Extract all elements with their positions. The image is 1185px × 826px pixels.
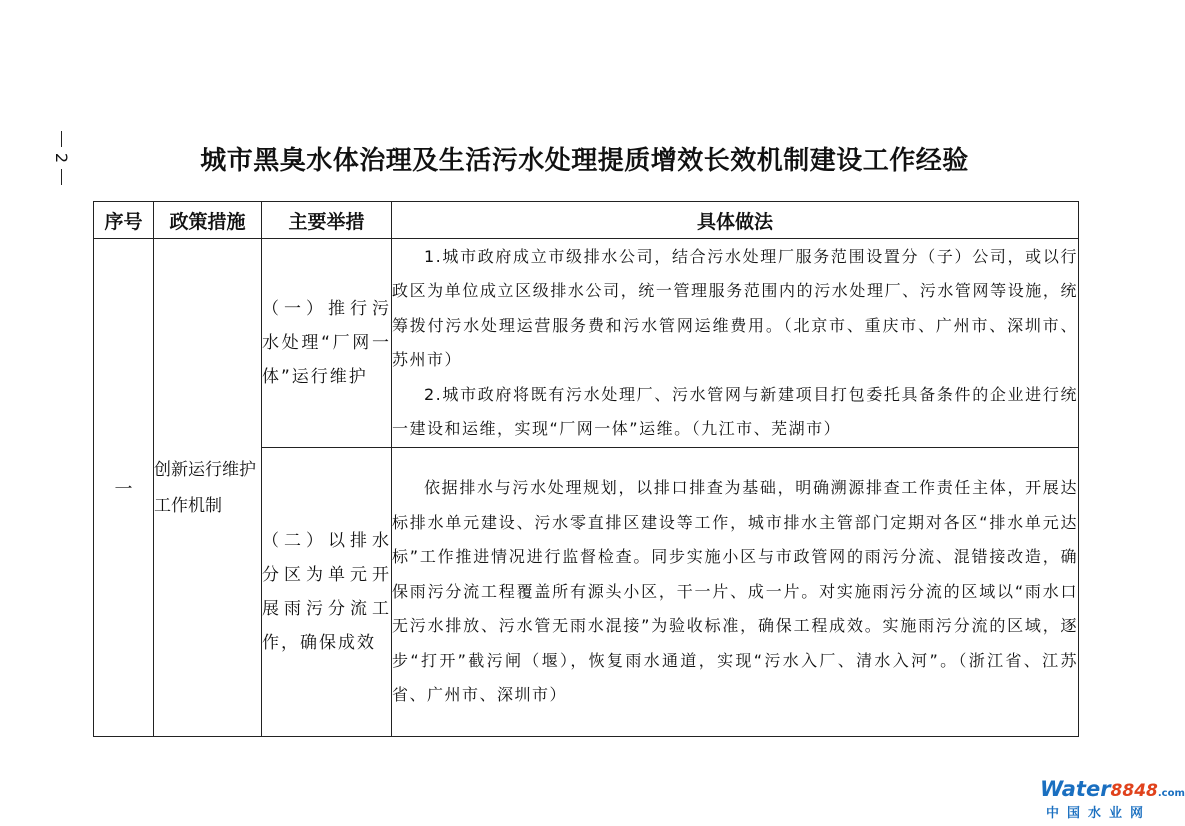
page-number-dash-top (61, 131, 62, 147)
watermark-word-number: 8848 (1110, 781, 1158, 801)
watermark-chinese: 中国水业网 (1046, 806, 1152, 821)
detail-paragraph: 依据排水与污水处理规划，以排口排查为基础，明确溯源排查工作责任主体，开展达标排水单元建设、污水零直排区建设等工作，城市排水主管部门定期对各区“排水单元达标”工作推进情况进行监督检查。同步实施小区与市政管网的雨污分流、混错接改造，确保雨污分流工程覆盖所有源头小区，干一片、成一片。对实施雨污分流的区域以“雨水口无污水排放、污水管无雨水混接”为验收标准，确保工程成效。实施雨污分流的区域，逐步“打开”截污闸（堰），恢复雨水通道，实现“污水入厂、清水入河”。（浙江省、江苏省、广州市、深圳市） (392, 478, 1078, 705)
watermark-logo (1040, 777, 1185, 822)
policy-cell: 创新运行维护工作机制 (154, 239, 262, 737)
page-number-dash-bottom (61, 169, 62, 185)
policy-table (93, 201, 1079, 737)
table-header-row (94, 202, 1079, 239)
watermark-word-domain: .com (1157, 788, 1185, 799)
page-number (50, 128, 72, 192)
header-seq: 序号 (94, 202, 154, 239)
detail-paragraph: 1.城市政府成立市级排水公司，结合污水处理厂服务范围设置分（子）公司，或以行政区为单位成立区级排水公司，统一管理服务范围内的污水处理厂、污水管网等设施，统筹拨付污水处理运营服务费和污水管网运维费用。（北京市、重庆市、广州市、深圳市、苏州市） (392, 246, 1078, 369)
header-measures: 主要举措 (262, 202, 392, 239)
detail-cell-2 (392, 448, 1079, 737)
page-number-digit: 2 (52, 152, 71, 164)
header-policy: 政策措施 (154, 202, 262, 239)
header-details: 具体做法 (392, 202, 1079, 239)
measure-cell-2: （二）以排水分区为单元开展雨污分流工作，确保成效 (262, 448, 392, 737)
seq-cell: 一 (94, 239, 154, 737)
measure-cell-1: （一）推行污水处理“厂网一体”运行维护 (262, 239, 392, 448)
table-row (94, 239, 1079, 448)
watermark-word-water: Water (1040, 777, 1111, 801)
detail-paragraph: 2.城市政府将既有污水处理厂、污水管网与新建项目打包委托具备条件的企业进行统一建设和运维，实现“厂网一体”运维。（九江市、芜湖市） (392, 384, 1078, 438)
detail-cell-1 (392, 239, 1079, 448)
watermark-wordmark (1040, 777, 1185, 805)
document-title: 城市黑臭水体治理及生活污水处理提质增效长效机制建设工作经验 (200, 146, 969, 176)
